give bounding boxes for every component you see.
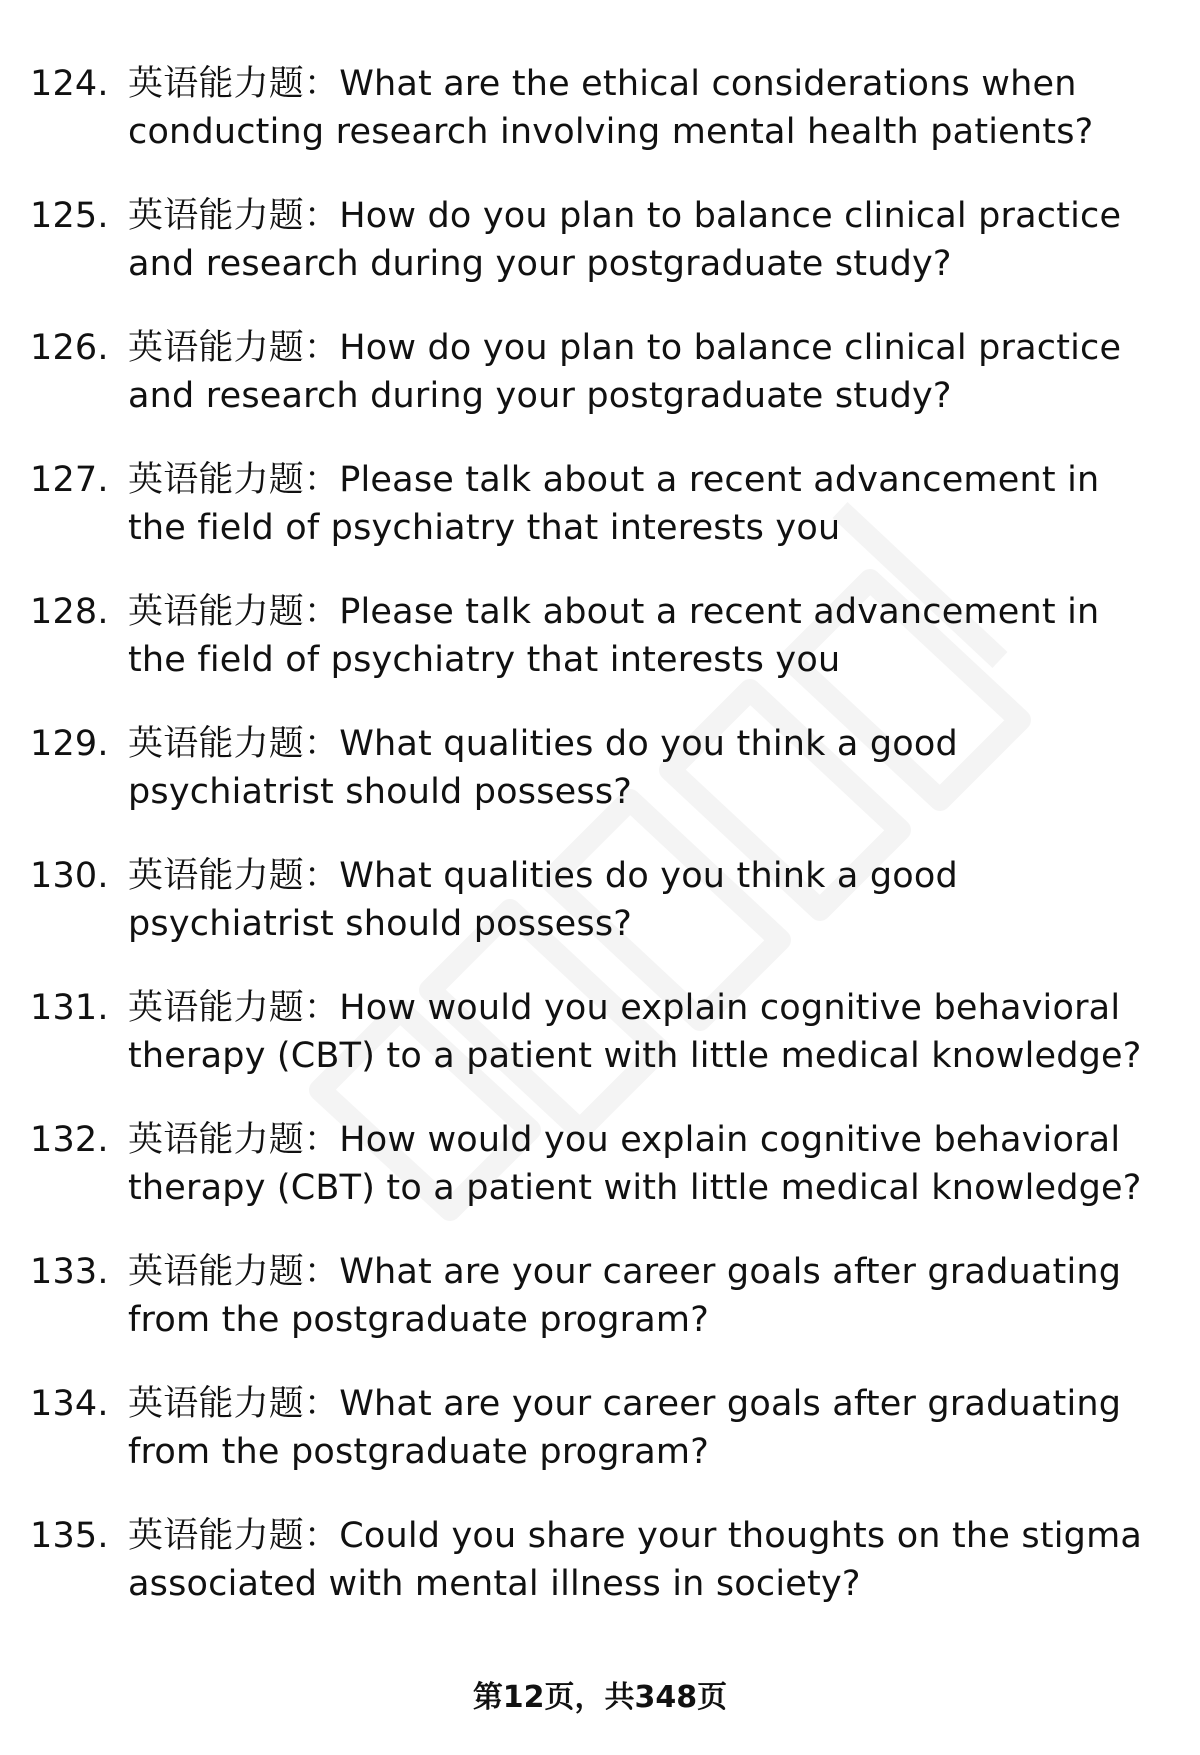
question-item — [30, 1380, 1160, 1512]
question-body — [128, 456, 1160, 552]
question-text: What qualities do you think a good psychiatrist should possess? — [128, 724, 958, 812]
question-number: 128. — [30, 592, 109, 632]
question-body — [128, 852, 1160, 948]
question-body — [128, 324, 1160, 420]
question-number: 130. — [30, 856, 109, 896]
question-number: 133. — [30, 1252, 109, 1292]
question-number: 127. — [30, 460, 109, 500]
question-text: What are your career goals after graduating from the postgraduate program? — [128, 1252, 1122, 1340]
question-number: 135. — [30, 1516, 109, 1556]
question-item — [30, 984, 1160, 1116]
question-text: Could you share your thoughts on the stigma associated with mental illness in society? — [128, 1516, 1143, 1604]
page-footer: 第12页，共348页 — [472, 1680, 728, 1715]
question-category: 英语能力题： — [128, 1384, 340, 1424]
question-text: How would you explain cognitive behavioral therapy (CBT) to a patient with little medical knowledge? — [128, 1120, 1142, 1208]
question-number: 125. — [30, 196, 109, 236]
question-text: How would you explain cognitive behavioral therapy (CBT) to a patient with little medical knowledge? — [128, 988, 1142, 1076]
question-number: 126. — [30, 328, 109, 368]
question-category: 英语能力题： — [128, 1516, 340, 1556]
question-item — [30, 720, 1160, 852]
question-body — [128, 720, 1160, 816]
question-list — [30, 60, 1160, 1644]
question-body — [128, 588, 1160, 684]
question-item — [30, 588, 1160, 720]
question-item — [30, 1512, 1160, 1644]
question-number: 124. — [30, 64, 109, 104]
question-text: What are your career goals after graduating from the postgraduate program? — [128, 1384, 1122, 1472]
question-category: 英语能力题： — [128, 856, 340, 896]
question-category: 英语能力题： — [128, 196, 340, 236]
question-category: 英语能力题： — [128, 1120, 340, 1160]
question-item — [30, 1248, 1160, 1380]
question-item — [30, 1116, 1160, 1248]
question-number: 134. — [30, 1384, 109, 1424]
question-category: 英语能力题： — [128, 1252, 340, 1292]
question-category: 英语能力题： — [128, 724, 340, 764]
question-item — [30, 456, 1160, 588]
question-item — [30, 324, 1160, 456]
question-category: 英语能力题： — [128, 988, 340, 1028]
question-number: 132. — [30, 1120, 109, 1160]
question-item — [30, 192, 1160, 324]
question-body — [128, 192, 1160, 288]
question-number: 131. — [30, 988, 109, 1028]
question-category: 英语能力题： — [128, 64, 340, 104]
question-text: What are the ethical considerations when conducting research involving mental health patients? — [128, 64, 1094, 152]
question-body — [128, 1380, 1160, 1476]
question-text: Please talk about a recent advancement in the field of psychiatry that interests you — [128, 592, 1100, 680]
question-category: 英语能力题： — [128, 592, 340, 632]
question-body — [128, 1248, 1160, 1344]
question-body — [128, 1512, 1160, 1608]
question-text: How do you plan to balance clinical practice and research during your postgraduate study? — [128, 328, 1122, 416]
question-body — [128, 984, 1160, 1080]
question-number: 129. — [30, 724, 109, 764]
question-text: How do you plan to balance clinical practice and research during your postgraduate study? — [128, 196, 1122, 284]
question-item — [30, 852, 1160, 984]
question-body — [128, 1116, 1160, 1212]
question-category: 英语能力题： — [128, 328, 340, 368]
question-text: Please talk about a recent advancement in the field of psychiatry that interests you — [128, 460, 1100, 548]
question-text: What qualities do you think a good psychiatrist should possess? — [128, 856, 958, 944]
question-item — [30, 60, 1160, 192]
question-body — [128, 60, 1160, 156]
question-category: 英语能力题： — [128, 460, 340, 500]
